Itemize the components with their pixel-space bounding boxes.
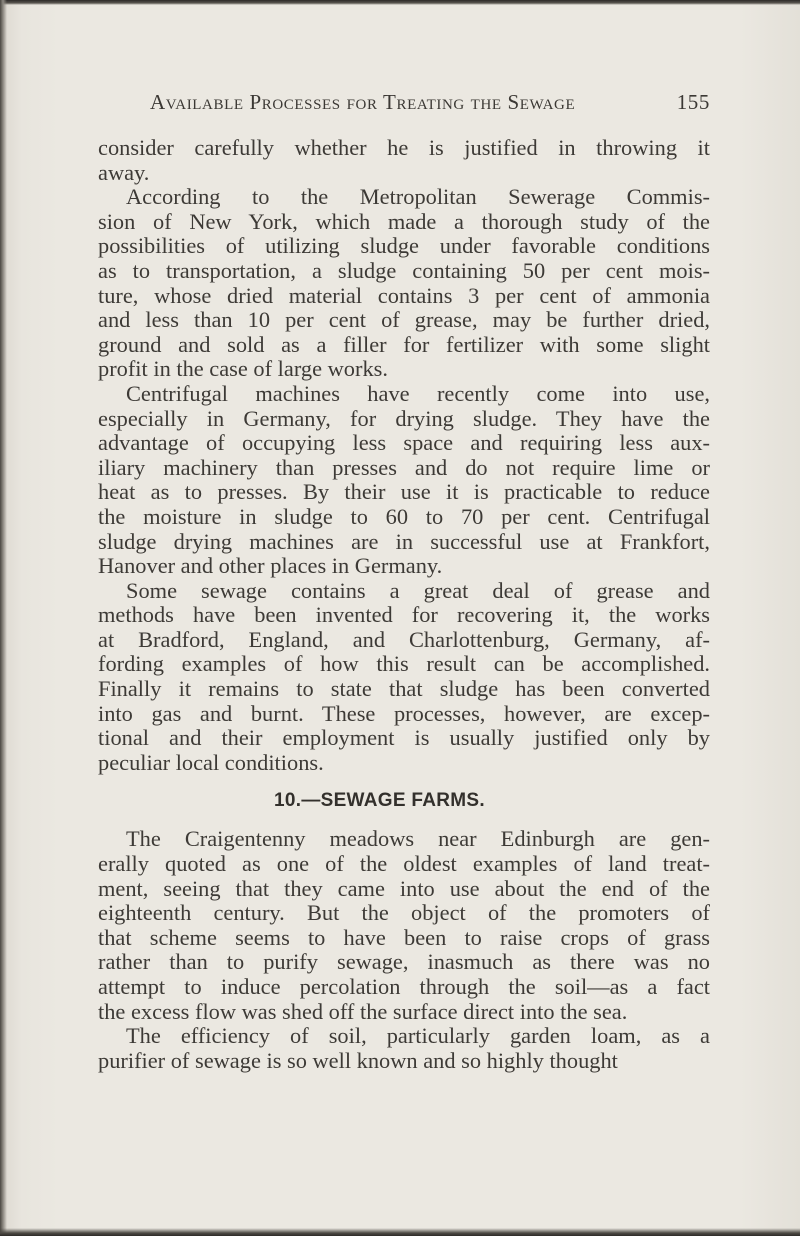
text-line: ground and sold as a filler for fertilizer with some slight xyxy=(98,331,710,357)
running-title: Available Processes for Treating the Sewage xyxy=(150,90,576,114)
text-line: rather than to purify sewage, inasmuch as there was no xyxy=(98,949,710,975)
text-line: and less than 10 per cent of grease, may be further dried, xyxy=(98,307,710,333)
text-line: The efficiency of soil, particularly garden loam, as a xyxy=(126,1023,710,1049)
text-line: erally quoted as one of the oldest examples of land treat- xyxy=(98,851,710,877)
text-line: Some sewage contains a great deal of grease and xyxy=(126,577,710,603)
text-line: into gas and burnt. These processes, however, are excep- xyxy=(98,700,710,726)
text-line: fording examples of how this result can be accomplished. xyxy=(98,651,710,677)
text-line: away. xyxy=(98,159,150,185)
page-header xyxy=(150,90,710,120)
text-line: eighteenth century. But the object of the promoters of xyxy=(98,900,710,926)
page-binding-edge xyxy=(0,0,7,1236)
paragraph xyxy=(98,382,710,579)
text-line: sludge drying machines are in successful use at Frankfort, xyxy=(98,528,710,554)
text-line: as to transportation, a sludge containing 50 per cent mois- xyxy=(98,257,710,283)
text-line: profit in the case of large works. xyxy=(98,356,388,382)
text-line: the excess flow was shed off the surface direct into the sea. xyxy=(98,998,628,1024)
text-line: iliary machinery than presses and do not require lime or xyxy=(98,454,710,480)
text-line: possibilities of utilizing sludge under favorable conditions xyxy=(98,233,710,259)
text-line: sion of New York, which made a thorough study of the xyxy=(98,208,710,234)
text-line: attempt to induce percolation through the soil—as a fact xyxy=(98,974,710,999)
paragraph xyxy=(98,185,710,382)
text-line: methods have been invented for recovering it, the works xyxy=(98,602,710,628)
text-line: Centrifugal machines have recently come into use, xyxy=(126,380,710,406)
paragraph xyxy=(98,136,710,185)
text-line: especially in Germany, for drying sludge. They have the xyxy=(98,405,710,431)
paragraph xyxy=(98,579,710,776)
paragraph xyxy=(98,1024,710,1073)
paragraph xyxy=(98,827,710,1024)
text-line: ture, whose dried material contains 3 per cent of ammonia xyxy=(98,282,710,308)
text-line: According to the Metropolitan Sewerage Commis- xyxy=(126,184,710,210)
text-line: Finally it remains to state that sludge has been converted xyxy=(98,676,710,702)
text-line: heat as to presses. By their use it is practicable to reduce xyxy=(98,479,710,505)
text-line: The Craigentenny meadows near Edinburgh are gen- xyxy=(126,826,710,852)
page-bottom-edge xyxy=(0,1228,800,1236)
text-line: peculiar local conditions. xyxy=(98,749,324,775)
text-line: at Bradford, England, and Charlottenburg, Germany, af- xyxy=(98,626,710,652)
section-heading: 10.—SEWAGE FARMS. xyxy=(274,790,485,812)
text-line: consider carefully whether he is justified in throwing it xyxy=(98,135,710,160)
page-number: 155 xyxy=(676,90,710,114)
text-line: that scheme seems to have been to raise crops of grass xyxy=(98,924,710,950)
text-line: ment, seeing that they came into use about the end of the xyxy=(98,875,710,901)
body-text xyxy=(98,136,710,1073)
text-line: advantage of occupying less space and requiring less aux- xyxy=(98,430,710,456)
text-line: tional and their employment is usually justified only by xyxy=(98,725,710,751)
text-line: purifier of sewage is so well known and so highly thought xyxy=(98,1047,618,1073)
page-top-edge xyxy=(0,0,800,5)
text-line: the moisture in sludge to 60 to 70 per cent. Centrifugal xyxy=(98,503,710,529)
text-line: Hanover and other places in Germany. xyxy=(98,553,443,579)
